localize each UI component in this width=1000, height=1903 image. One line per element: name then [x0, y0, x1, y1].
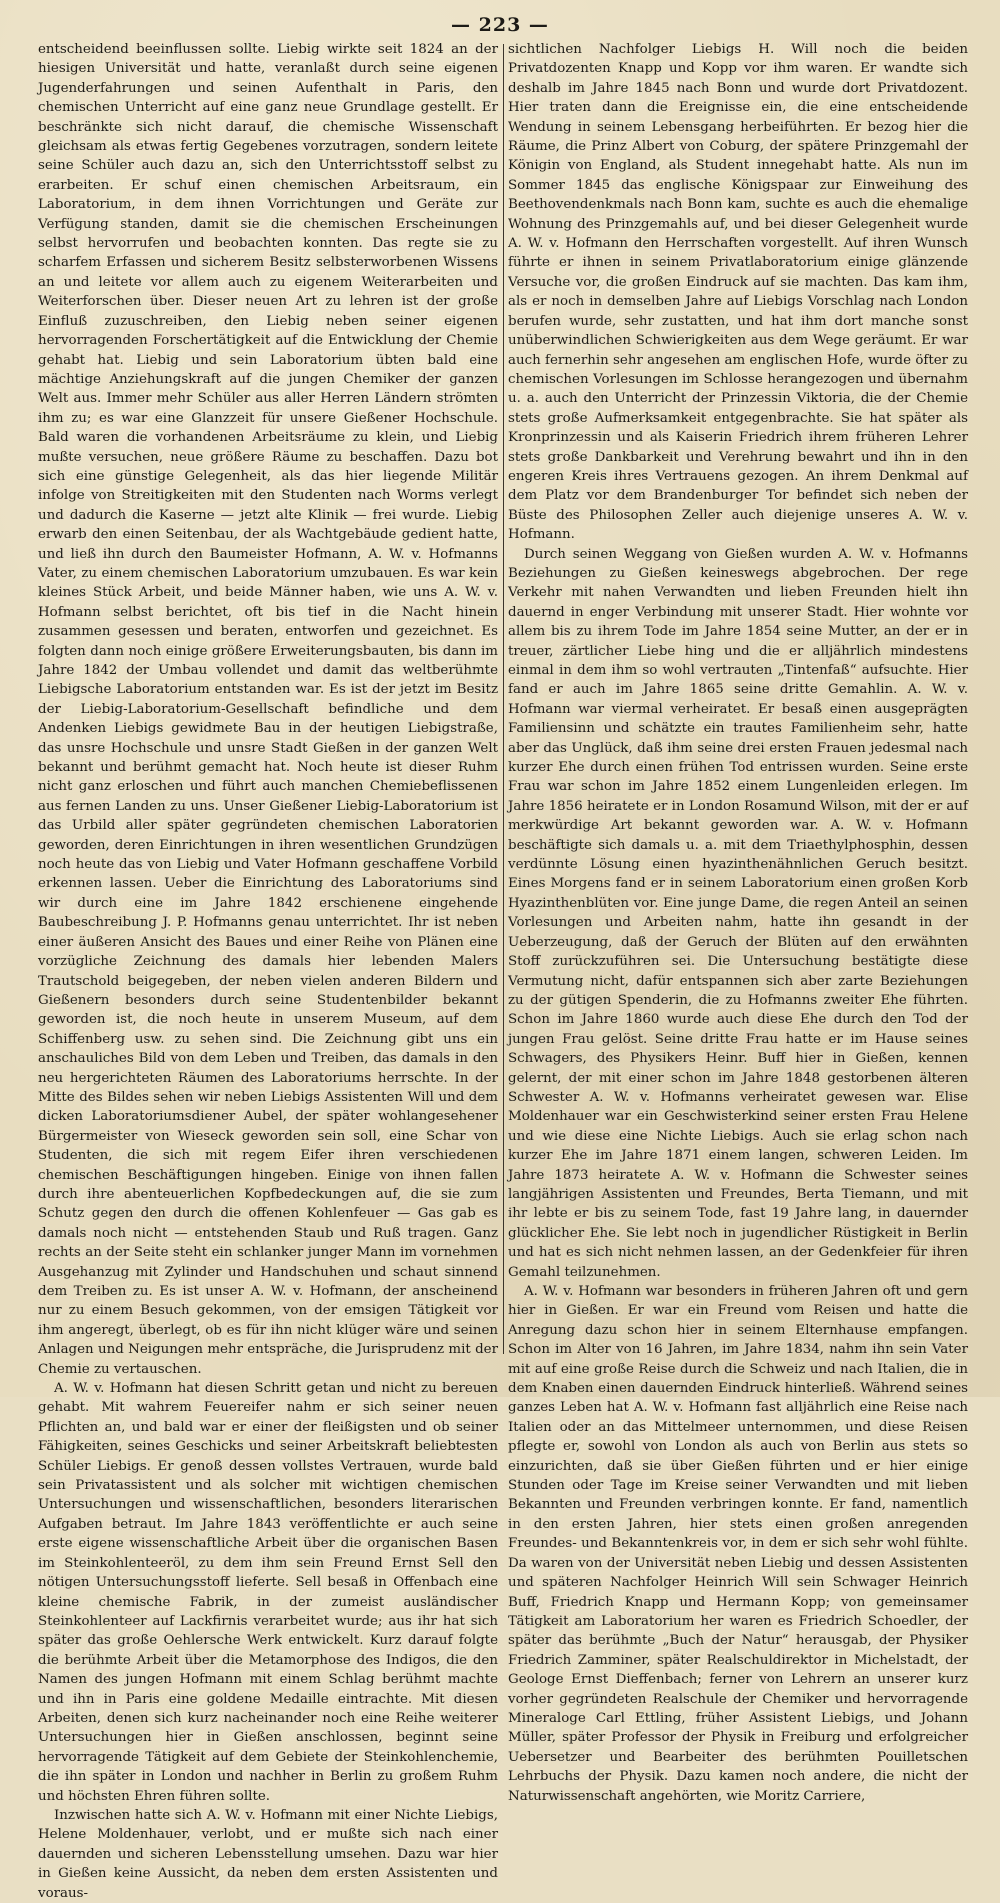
column-divider — [503, 44, 504, 1354]
paragraph: A. W. v. Hofmann war besonders in früheren Jahren oft und gern hier in Gießen. Er war ein Freund vom Reisen und hatte die Anregung dazu schon hier in seinem Elternhause empfangen. Schon im Alter von 16 Jahren, im Jahre 1834, nahm ihn sein Vater mit auf eine große Reise durch die Schweiz und nach Italien, die in dem Knaben einen dauernden Eindruck hinterließ. Während seines ganzes Leben hat A. W. v. Hofmann fast alljährlich eine Reise nach Italien oder an das Mittelmeer unternommen, und diese Reisen pflegte er, sowohl von London als auch von Berlin aus stets so einzurichten, daß sie über Gießen führten und er hier einige Stunden oder Tage im Kreise seiner Verwandten und mit lieben Bekannten und Freunden verbringen konnte. Er fand, namentlich in den ersten Jahren, hier stets einen großen anregenden Freundes- und Bekanntenkreis vor, in dem er sich sehr wohl fühlte. Da waren von der Universität neben Liebig und dessen Assistenten und späteren Nachfolger Heinrich Will sein Schwager Heinrich Buff, Friedrich Knapp und Hermann Kopp; von gemeinsamer Tätigkeit am Laboratorium her waren es Friedrich Schoedler, der später das berühmte „Buch der Natur“ herausgab, der Physiker Friedrich Zamminer, später Realschuldirektor in Michelstadt, der Geologe Ernst Dieffenbach; ferner von Lehrern an unserer kurz vorher gegründeten Realschule der Chemiker und hervorragende Mineraloge Carl Ettling, früher Assistent Liebigs, und Johann Müller, später Professor der Physik in Freiburg und erfolgreicher Uebersetzer und Bearbeiter des berühmten Pouilletschen Lehrbuchs der Physik. Dazu kamen noch andere, die nicht der Naturwissenschaft angehörten, wie Moritz Carriere, — [508, 1284, 968, 1804]
paragraph: entscheidend beeinflussen sollte. Liebig wirkte seit 1824 an der hiesigen Universität und hatte, veranlaßt durch seine eigenen Jugenderfahrungen und seinen Aufenthalt in Paris, den chemischen Unterricht auf eine ganz neue Grundlage gestellt. Er beschränkte sich nicht darauf, die chemische Wissenschaft gleichsam als etwas fertig Gegebenes vorzutragen, sondern leitete seine Schüler auch dazu an, sich den Unterrichtsstoff selbst zu erarbeiten. Er schuf einen chemischen Arbeitsraum, ein Laboratorium, in dem ihnen Vorrichtungen und Geräte zur Verfügung standen, damit sie die chemischen Erscheinungen selbst hervorrufen und beobachten konnten. Das regte sie zu scharfem Erfassen und sicherem Besitz selbsterworbenen Wissens an und leitete vor allem auch zu eigenem Weiterarbeiten und Weiterforschen über. Dieser neuen Art zu lehren ist der große Einfluß zuzuschreiben, den Liebig neben seiner eigenen hervorragenden Forschertätigkeit auf die Entwicklung der Chemie gehabt hat. Liebig und sein Laboratorium übten bald eine mächtige Anziehungskraft auf die jungen Chemiker der ganzen Welt aus. Immer mehr Schüler aus aller Herren Ländern strömten ihm zu; es war eine Glanzzeit für unsere Gießener Hochschule. Bald waren die vorhandenen Arbeitsräume zu klein, und Liebig mußte versuchen, neue größere Räume zu beschaffen. Dazu bot sich eine günstige Gelegenheit, als das hier liegende Militär infolge von Streitigkeiten mit den Studenten nach Worms verlegt und dadurch die Kaserne — jetzt alte Klinik — frei wurde. Liebig erwarb den einen Seitenbau, der als Wachtgebäude gedient hatte, und ließ ihn durch den Baumeister Hofmann, A. W. v. Hofmanns Vater, zu einem chemischen Laboratorium umzubauen. Es war kein kleines Stück Arbeit, und beide Männer haben, wie uns A. W. v. Hofmann selbst berichtet, oft bis tief in die Nacht hinein zusammen gesessen und beraten, entworfen und gezeichnet. Es folgten dann noch einige größere Erweiterungsbauten, bis dann im Jahre 1842 der Umbau vollendet und damit das weltberühmte Liebigsche Laboratorium entstanden war. Es ist der jetzt im Besitz der Liebig-Laboratorium-Gesellschaft befindliche und dem Andenken Liebigs gewidmete Bau in der heutigen Liebigstraße, das unsre Hochschule und unsre Stadt Gießen in der ganzen Welt bekannt und berühmt gemacht hat. Noch heute ist dieser Ruhm nicht ganz erloschen und führt auch manchen Chemiebeflissenen aus fernen Landen zu uns. Unser Gießener Liebig-Laboratorium ist das Urbild aller später gegründeten chemischen Laboratorien geworden, deren Einrichtungen in ihren wesentlichen Grundzügen noch heute das von Liebig und Vater Hofmann geschaffene Vorbild erkennen lassen. Ueber die Einrichtung des Laboratoriums sind wir durch eine im Jahre 1842 erschienene eingehende Baubeschreibung J. P. Hofmanns genau unterrichtet. Ihr ist neben einer äußeren Ansicht des Baues und einer Reihe von Plänen eine vorzügliche Zeichnung des damals hier lebenden Malers Trautschold beigegeben, der neben vielen anderen Bildern und Gießenern besonders durch seine Studentenbilder bekannt geworden ist, die noch heute in unserem Museum, auf dem Schiffenberg usw. zu sehen sind. Die Zeichnung gibt uns ein anschauliches Bild von dem Leben und Treiben, das damals in den neu hergerichteten Räumen des Laboratoriums herrschte. In der Mitte des Bildes sehen wir neben Liebigs Assistenten Will und dem dicken Laboratoriumsdiener Aubel, der später wohlangesehener Bürgermeister von Wieseck geworden sein soll, eine Schar von Studenten, die sich mit regem Eifer ihren verschiedenen chemischen Beschäftigungen hingeben. Einige von ihnen fallen durch ihre abenteuerlichen Kopfbedeckungen auf, die sie zum Schutz gegen den durch die offenen Kohlenfeuer — Gas gab es damals noch nicht — entstehenden Staub und Ruß tragen. Ganz rechts an der Seite steht ein schlanker junger Mann im vornehmen Ausgehanzug mit Zylinder und Handschuhen und schaut sinnend dem Treiben zu. Es ist unser A. W. v. Hofmann, der anscheinend nur zu einem Besuch gekommen, von der emsigen Tätigkeit vor ihm angeregt, überlegt, ob es für ihn nicht klüger wäre und seinen Anlagen und Neigungen mehr entspräche, die Jurisprudenz mit der Chemie zu vertauschen. — [38, 42, 498, 1377]
paragraph: A. W. v. Hofmann hat diesen Schritt getan und nicht zu bereuen gehabt. Mit wahrem Feuereifer nahm er sich seiner neuen Pflichten an, und bald war er einer der fleißigsten und ob seiner Fähigkeiten, seines Geschicks und seiner Arbeitskraft beliebtesten Schüler Liebigs. Er genoß dessen vollstes Vertrauen, wurde bald sein Privatassistent und als solcher mit wichtigen chemischen Untersuchungen und wissenschaftlichen, besonders literarischen Aufgaben betraut. Im Jahre 1843 veröffentlichte er auch seine erste eigene wissenschaftliche Arbeit über die organischen Basen im Steinkohlenteeröl, zu dem ihm sein Freund Ernst Sell den nötigen Untersuchungsstoff lieferte. Sell besaß in Offenbach eine kleine chemische Fabrik, in der zumeist ausländischer Steinkohlenteer auf Lackfirnis verarbeitet wurde; aus ihr hat sich später das große Oehlersche Werk entwickelt. Kurz darauf folgte die berühmte Arbeit über die Metamorphose des Indigos, die den Namen des jungen Hofmann mit einem Schlag berühmt machte und ihn in Paris eine goldene Medaille eintrachte. Mit diesen Arbeiten, denen sich kurz nacheinander noch eine Reihe weiterer Untersuchungen hier in Gießen anschlossen, beginnt seine hervorragende Tätigkeit auf dem Gebiete der Steinkohlenchemie, die ihn später in London und nachher in Berlin zu großem Ruhm und höchsten Ehren führen sollte. — [38, 1381, 498, 1804]
left-column — [38, 40, 498, 1901]
paragraph: Inzwischen hatte sich A. W. v. Hofmann mit einer Nichte Liebigs, Helene Moldenhauer, verlobt, und er mußte sich nach einer dauernden und sicheren Lebensstellung umsehen. Dazu war hier in Gießen keine Aussicht, da neben dem ersten Assistenten und voraus- — [38, 1807, 498, 1901]
right-column — [508, 40, 968, 1804]
paragraph: Durch seinen Weggang von Gießen wurden A. W. v. Hofmanns Beziehungen zu Gießen keineswegs abgebrochen. Der rege Verkehr mit nahen Verwandten und lieben Freunden hielt ihn dauernd in enger Verbindung mit unserer Stadt. Hier wohnte vor allem bis zu ihrem Tode im Jahre 1854 seine Mutter, an der er in treuer, zärtlicher Liebe hing und die er alljährlich mindestens einmal in dem ihm so wohl vertrauten „Tintenfaß“ aufsuchte. Hier fand er auch im Jahre 1865 seine dritte Gemahlin. A. W. v. Hofmann war viermal verheiratet. Er besaß einen ausgeprägten Familiensinn und schätzte ein trautes Familienheim sehr, hatte aber das Unglück, daß ihm seine drei ersten Frauen jedesmal nach kurzer Ehe durch einen frühen Tod entrissen wurden. Seine erste Frau war schon im Jahre 1852 einem Lungenleiden erlegen. Im Jahre 1856 heiratete er in London Rosamund Wilson, mit der er auf merkwürdige Art bekannt geworden war. A. W. v. Hofmann beschäftigte sich damals u. a. mit dem Triaethylphosphin, dessen verdünnte Lösung einen hyazinthenähnlichen Geruch besitzt. Eines Morgens fand er in seinem Laboratorium einen großen Korb Hyazinthenblüten vor. Eine junge Dame, die regen Anteil an seinen Vorlesungen und Arbeiten nahm, hatte ihn gesandt in der Ueberzeugung, daß der Geruch der Blüten auf den erwähnten Stoff zurückzuführen sei. Die Untersuchung bestätigte diese Vermutung nicht, dafür entspannen sich aber zarte Beziehungen zu der gütigen Spenderin, die zu Hofmanns zweiter Ehe führten. Schon im Jahre 1860 wurde auch diese Ehe durch den Tod der jungen Frau gelöst. Seine dritte Frau hatte er im Hause seines Schwagers, des Physikers Heinr. Buff hier in Gießen, kennen gelernt, der mit einer schon im Jahre 1848 gestorbenen älteren Schwester A. W. v. Hofmanns verheiratet gewesen war. Elise Moldenhauer war ein Geschwisterkind seiner ersten Frau Helene und wie diese eine Nichte Liebigs. Auch sie erlag schon nach kurzer Ehe im Jahre 1871 einem langen, schweren Leiden. Im Jahre 1873 heiratete A. W. v. Hofmann die Schwester seines langjährigen Assistenten und Freundes, Berta Tiemann, und mit ihr lebte er bis zu seinem Tode, fast 19 Jahre lang, in dauernder glücklicher Ehe. Sie lebt noch in jugendlicher Rüstigkeit in Berlin und hat es sich nicht nehmen lassen, an der Gedenkfeier für ihren Gemahl teilzunehmen. — [508, 546, 968, 1280]
page-number: — 223 — — [451, 14, 549, 36]
text-columns — [38, 40, 968, 1901]
paragraph: sichtlichen Nachfolger Liebigs H. Will noch die beiden Privatdozenten Knapp und Kopp vor ihm waren. Er wandte sich deshalb im Jahre 1845 nach Bonn und wurde dort Privatdozent. Hier traten dann die Ereignisse ein, die eine entscheidende Wendung in seinem Lebensgang herbeiführten. Er bezog hier die Räume, die Prinz Albert von Coburg, der spätere Prinzgemahl der Königin von England, als Student innegehabt hatte. Als nun im Sommer 1845 das englische Königspaar zur Einweihung des Beethovendenkmals nach Bonn kam, suchte es auch die ehemalige Wohnung des Prinzgemahls auf, und bei dieser Gelegenheit wurde A. W. v. Hofmann den Herrschaften vorgestellt. Auf ihren Wunsch führte er ihnen in seinem Privatlaboratorium einige glänzende Versuche vor, die großen Eindruck auf sie machten. Das kam ihm, als er noch in demselben Jahre auf Liebigs Vorschlag nach London berufen wurde, sehr zustatten, und hat ihm dort manche sonst unüberwindlichen Schwierigkeiten aus dem Wege geräumt. Er war auch fernerhin sehr angesehen am englischen Hofe, wurde öfter zu chemischen Vorlesungen im Schlosse herangezogen und übernahm u. a. auch den Unterricht der Prinzessin Viktoria, die der Chemie stets große Aufmerksamkeit entgegenbrachte. Sie hat später als Kronprinzessin und als Kaiserin Friedrich ihrem früheren Lehrer stets große Dankbarkeit und Verehrung bewahrt und ihn in den engeren Kreis ihres Vertrauens gezogen. An ihrem Denkmal auf dem Platz vor dem Brandenburger Tor befindet sich neben der Büste des Philosophen Zeller auch diejenige unseres A. W. v. Hofmann. — [508, 42, 968, 543]
